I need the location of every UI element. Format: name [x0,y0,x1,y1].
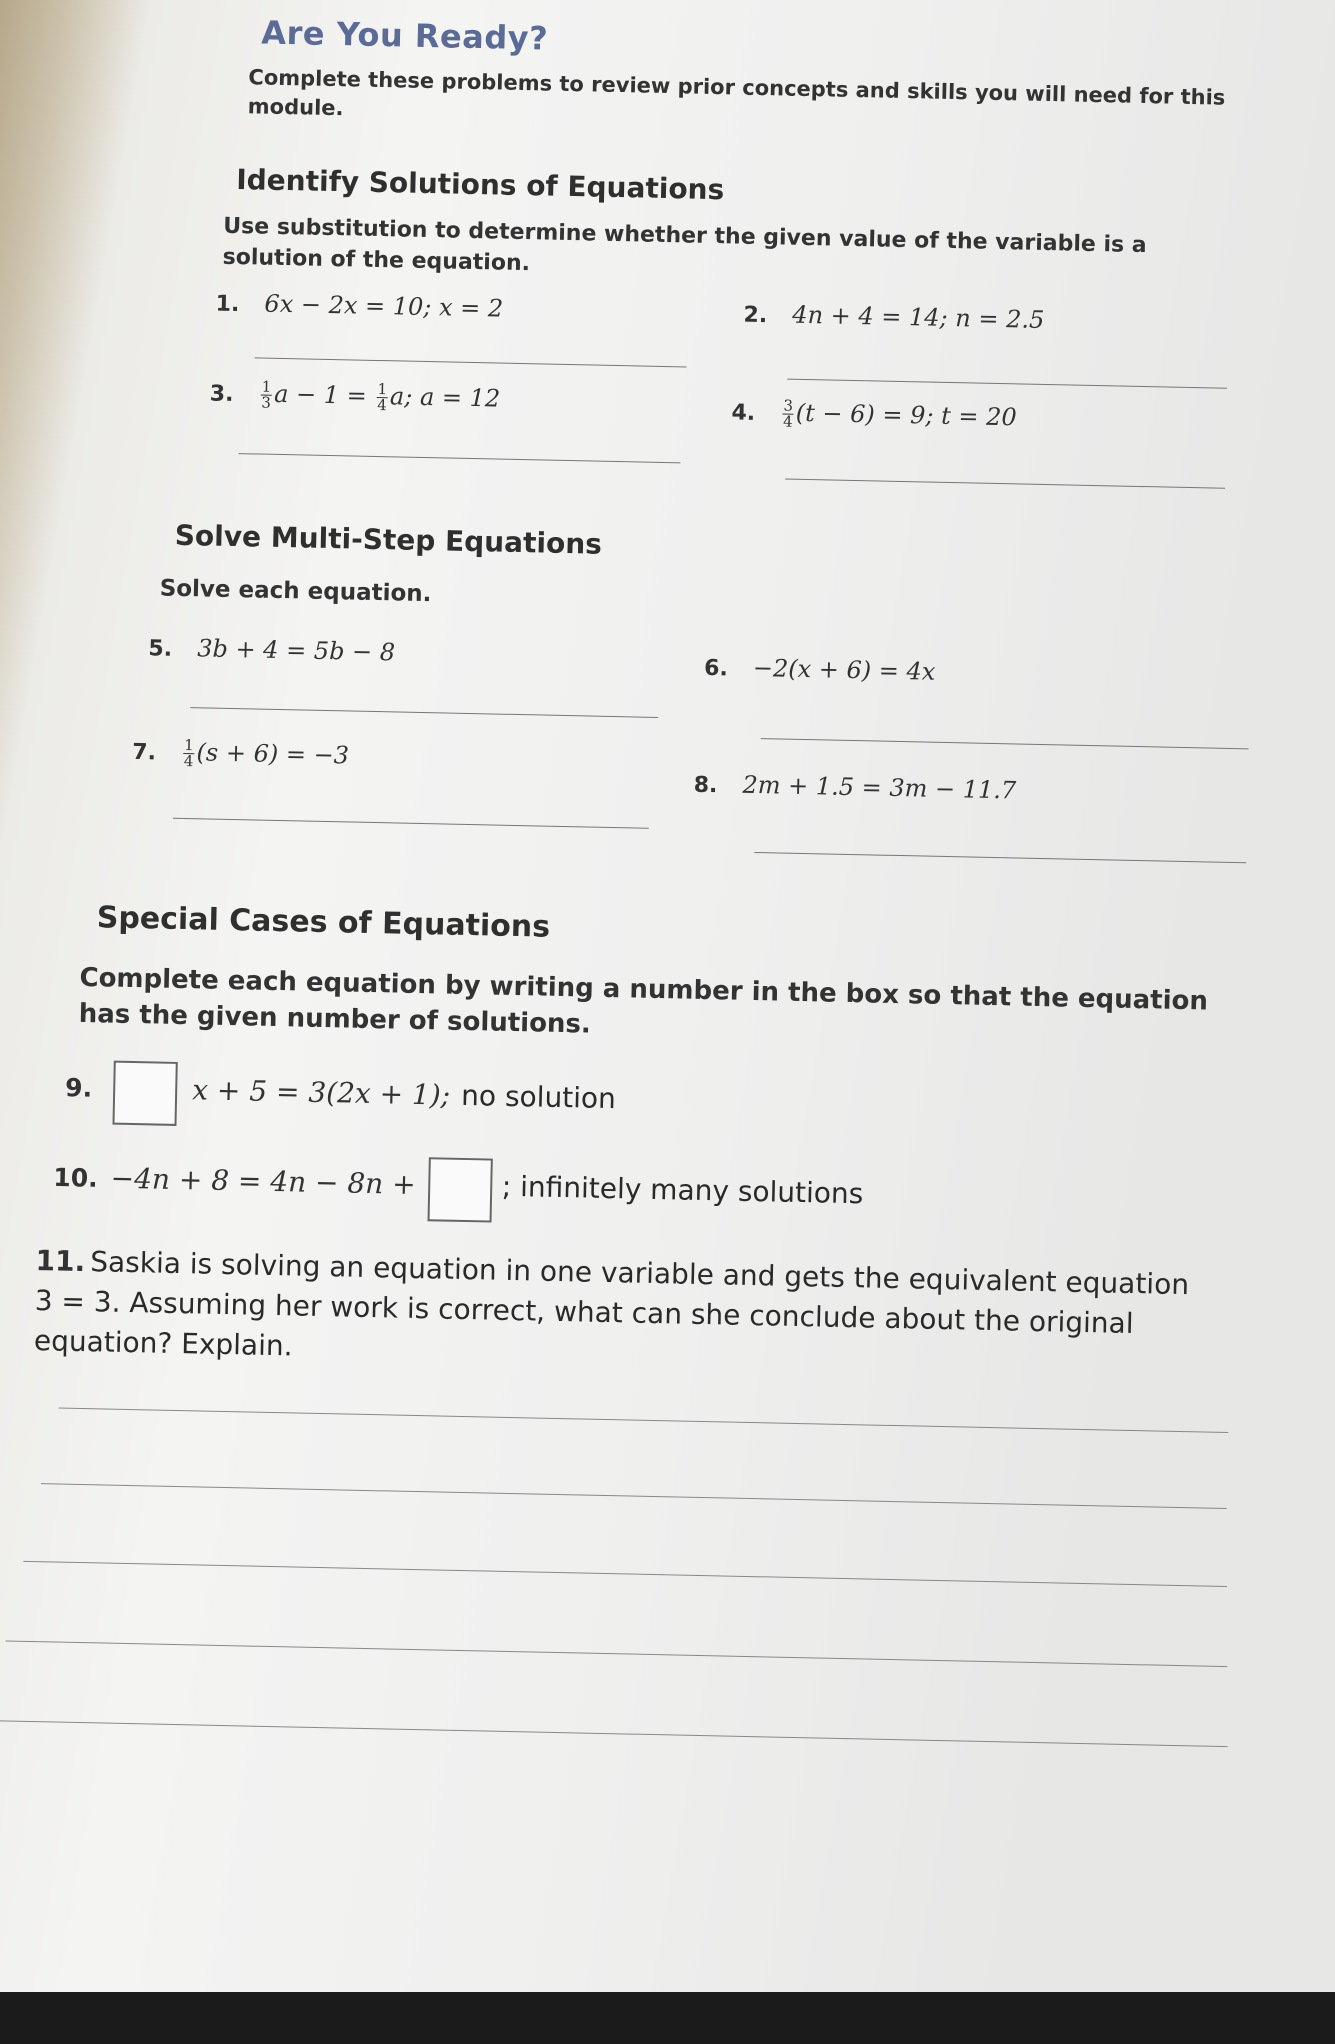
problem-number: 3. [209,381,234,407]
problem-equation: 3b + 4 = 5b − 8 [196,634,396,667]
problem-6 [704,653,936,686]
problem-equation: −4n + 8 = 4n − 8n + [110,1161,417,1201]
question-text: Saskia is solving an equation in one variable and gets the equivalent equation 3 = 3. Assuming her work is correct, what can she conclude about the original equation? Explain. [33,1245,1190,1363]
problem-1 [215,289,503,323]
problem-number: 7. [132,739,157,766]
problem-number: 6. [703,655,729,682]
problem-number: 8. [693,772,718,799]
problem-number: 4. [731,400,756,426]
problem-equation [258,377,501,415]
answer-line-3[interactable] [239,453,681,463]
answer-line-1[interactable] [255,357,687,367]
problem-number: 2. [743,302,768,329]
question-11 [34,1241,1216,1386]
equation-middle: a − 1 = [273,379,368,410]
fraction-denominator: 4 [377,395,387,415]
fraction-numerator: 3 [783,396,794,415]
equation-tail: (s + 6) = −3 [196,738,350,770]
fraction-numerator: 1 [184,736,194,755]
page-title: Are You Ready? [260,13,549,58]
problem-equation: 2m + 1.5 = 3m − 11.7 [742,770,1017,805]
section-heading-multistep: Solve Multi-Step Equations [174,518,603,561]
section-heading-special: Special Cases of Equations [96,900,551,945]
writing-line-3[interactable] [23,1561,1227,1587]
problem-equation: 6x − 2x = 10; x = 2 [264,289,504,323]
section-instruction-special: Complete each equation by writing a number in the box so that the equation has the given number of solutions. [78,962,1209,1040]
fraction-denominator: 4 [183,752,194,771]
writing-line-1[interactable] [59,1408,1229,1434]
answer-box-9[interactable] [112,1061,177,1126]
fraction-numerator: 1 [261,377,272,396]
writing-line-2[interactable] [41,1483,1227,1509]
section-heading-identify: Identify Solutions of Equations [235,162,725,207]
problem-equation [181,738,350,770]
problem-number: 1. [215,291,240,318]
problem-number: 10. [53,1162,98,1193]
problem-9 [64,1060,616,1136]
problem-8 [693,770,1016,805]
answer-line-6[interactable] [761,738,1249,749]
section-instruction-identify: Use substitution to determine whether the given value of the variable is a solution of the equation. [222,213,1147,277]
writing-line-4[interactable] [6,1640,1228,1667]
problem-equation: −2(x + 6) = 4x [752,653,936,686]
photo-bottom-edge [0,1992,1335,2044]
writing-line-5[interactable] [0,1720,1228,1747]
equation-tail: (t − 6) = 9; t = 20 [795,398,1018,432]
problem-number: 11. [35,1244,86,1279]
problem-number: 5. [148,636,173,662]
fraction-denominator: 4 [782,412,793,431]
problem-equation: x + 5 = 3(2x + 1); [191,1072,451,1112]
problem-2 [743,300,1044,334]
equation-tail: a; a = 12 [389,382,501,413]
problem-5 [148,633,395,666]
problem-condition: ; infinitely many solutions [501,1169,864,1210]
intro-text: Complete these problems to review prior concepts and skills you will need for this module. [247,65,1226,121]
problem-10 [53,1149,864,1230]
problem-equation: 4n + 4 = 14; n = 2.5 [792,300,1045,334]
problem-equation [780,398,1017,431]
fraction-numerator: 1 [377,379,388,399]
fraction-denominator: 3 [261,393,272,412]
answer-line-7[interactable] [173,818,649,829]
answer-box-10[interactable] [428,1157,493,1222]
answer-line-2[interactable] [787,379,1227,389]
problem-number: 9. [64,1073,93,1103]
problem-condition: no solution [460,1078,617,1115]
answer-line-4[interactable] [785,479,1225,489]
answer-line-8[interactable] [754,852,1246,863]
problem-4 [731,397,1017,434]
problem-7 [132,737,349,773]
problem-3 [209,378,500,415]
answer-line-5[interactable] [190,707,658,718]
section-instruction-multistep: Solve each equation. [159,575,432,608]
